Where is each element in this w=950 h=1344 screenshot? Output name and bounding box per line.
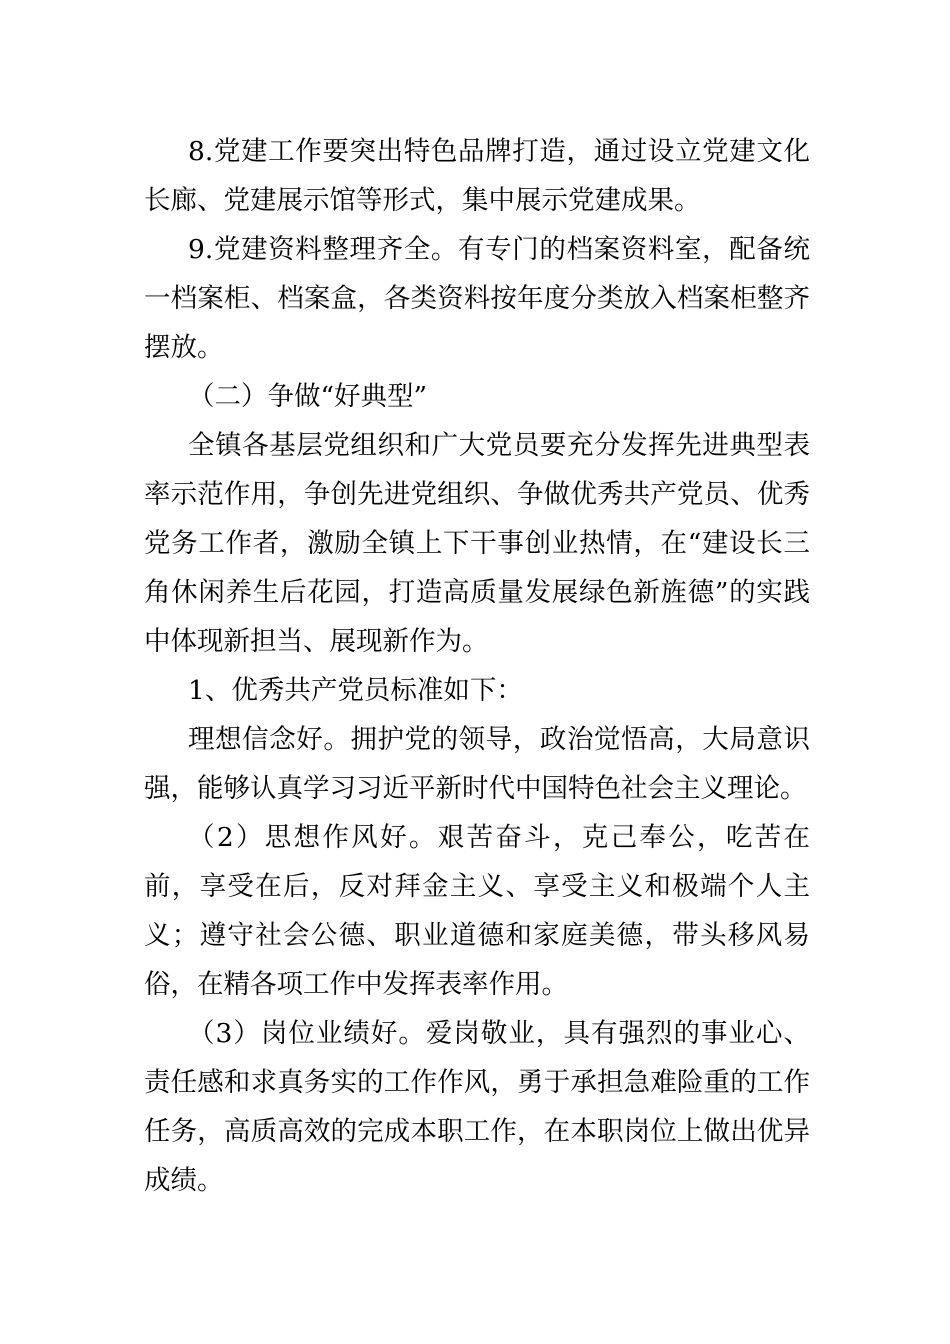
paragraph-criterion-2: （2）思想作风好。艰苦奋斗，克己奉公，吃苦在前，享受在后，反对拜金主义、享受主义和极端个人主义；遵守社会公德、职业道德和家庭美德，带头移风易俗，在精各项工作中发挥表率作用。 (144, 822, 810, 1000)
document-page (144, 127, 810, 1205)
paragraph-intro: 全镇各基层党组织和广大党员要充分发挥先进典型表率示范作用，争创先进党组织、争做优秀共产党员、优秀党务工作者，激励全镇上下干事创业热情，在“建设长三角休闲养生后花园，打造高质量发展绿色新旌德”的实践中体现新担当、展现新作为。 (144, 430, 810, 657)
paragraph-criterion-3: （3）岗位业绩好。爱岗敬业，具有强烈的事业心、责任感和求真务实的工作作风，勇于承担急难险重的工作任务，高质高效的完成本职工作，在本职岗位上做出优异成绩。 (144, 1018, 810, 1196)
paragraph-item-9: 9.党建资料整理齐全。有专门的档案资料室，配备统一档案柜、档案盒，各类资料按年度分类放入档案柜整齐摆放。 (144, 234, 810, 363)
subsection-heading: 1、优秀共产党员标准如下： (188, 675, 523, 706)
paragraph-item-8: 8.党建工作要突出特色品牌打造，通过设立党建文化长廊、党建展示馆等形式，集中展示党建成果。 (144, 136, 810, 216)
section-heading: （二）争做“好典型” (188, 381, 428, 412)
paragraph-criterion-1: 理想信念好。拥护党的领导，政治觉悟高，大局意识强，能够认真学习习近平新时代中国特色社会主义理论。 (144, 724, 810, 804)
